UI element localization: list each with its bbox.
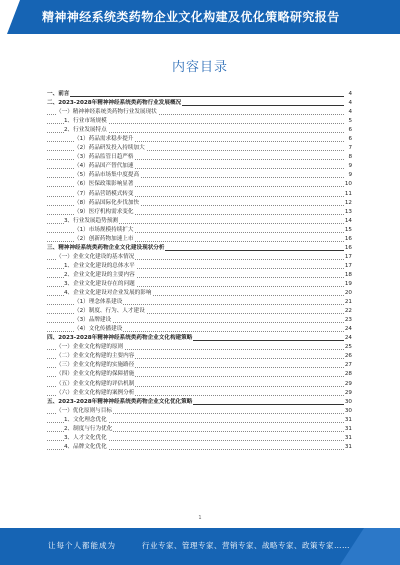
toc-entry-page: 8 — [348, 154, 352, 161]
toc-entry-page: 6 — [348, 136, 352, 143]
toc-entry-title: 2、企业文化建设的主要内容 — [64, 271, 136, 280]
table-of-contents — [47, 90, 352, 452]
toc-entry[interactable] — [47, 334, 352, 343]
toc-entry[interactable] — [47, 171, 352, 180]
toc-entry-page: 31 — [344, 425, 352, 432]
toc-entry-title: （8）药品国际化步伐加快 — [74, 199, 140, 208]
toc-entry-page: 26 — [344, 353, 352, 360]
toc-entry-page: 16 — [344, 235, 352, 242]
toc-entry-page: 7 — [348, 145, 352, 152]
toc-entry-page: 4 — [348, 100, 352, 107]
toc-entry[interactable] — [47, 425, 352, 434]
toc-entry-title: （一）精神神经系统类药物行业发展现状 — [56, 108, 158, 117]
toc-entry-title: （五）企业文化构建的评估机制 — [56, 380, 135, 389]
report-header-bar — [0, 0, 400, 34]
toc-entry[interactable] — [47, 307, 352, 316]
toc-entry[interactable] — [47, 190, 352, 199]
toc-entry-title: （1）理念体系建设 — [74, 298, 123, 307]
report-title: 精神神经系统类药物企业文化构建及优化策略研究报告 — [42, 10, 340, 24]
toc-entry-page: 27 — [344, 362, 352, 369]
toc-entry[interactable] — [47, 153, 352, 162]
toc-entry-title: 三、精神神经系统类药物企业文化建设现状分析 — [47, 244, 165, 253]
toc-entry-page: 17 — [344, 253, 352, 260]
toc-entry-page: 20 — [344, 290, 352, 297]
toc-entry[interactable] — [47, 398, 352, 407]
toc-entry-page: 12 — [344, 199, 352, 206]
header-accent — [0, 0, 20, 34]
toc-entry-title: （六）企业文化构建的案例分析 — [56, 389, 135, 398]
toc-entry-title: （6）医保政策影响显著 — [74, 180, 135, 189]
toc-entry-page: 4 — [348, 91, 352, 97]
toc-entry-page: 16 — [344, 244, 352, 251]
toc-entry[interactable] — [47, 389, 352, 398]
toc-entry[interactable] — [47, 199, 352, 208]
toc-entry-title: 四、2023-2028年精神神经系统类药物企业文化构建策略 — [47, 334, 193, 343]
toc-entry-title: 3、人才文化优化 — [64, 434, 108, 443]
toc-entry[interactable] — [47, 235, 352, 244]
toc-entry-title: （9）医疗机构需求变化 — [74, 208, 135, 217]
toc-entry-page: 15 — [344, 226, 352, 233]
toc-entry-title: 二、2023-2028年精神神经系统类药物行业发展概况 — [47, 99, 182, 108]
toc-entry-page: 24 — [344, 326, 352, 333]
toc-entry[interactable] — [47, 352, 352, 361]
toc-entry-page: 31 — [344, 443, 352, 450]
toc-entry-title: （1）市场规模持续扩大 — [74, 226, 135, 235]
toc-entry[interactable] — [47, 262, 352, 271]
toc-entry-page: 19 — [344, 280, 352, 287]
toc-entry-title: 3、行业发展趋势预测 — [64, 217, 119, 226]
toc-entry-page: 18 — [344, 271, 352, 278]
footer-slogan-right: 行业专家、管理专家、营销专家、战略专家、政策专家…… — [142, 541, 350, 550]
toc-entry[interactable] — [47, 108, 352, 117]
toc-entry-title: 3、企业文化建设存在的问题 — [64, 280, 136, 289]
toc-entry-title: 2、行业发展特点 — [64, 126, 108, 135]
toc-entry-title: 五、2023-2028年精神神经系统类药物企业文化优化策略 — [47, 398, 193, 407]
toc-entry-page: 9 — [348, 172, 352, 179]
toc-entry-title: （四）企业文化构建的保障措施 — [56, 370, 135, 379]
toc-entry-title: （5）药品市场集中度提高 — [74, 171, 140, 180]
toc-entry-page: 5 — [348, 118, 352, 125]
toc-entry[interactable] — [47, 162, 352, 171]
toc-entry-title: （三）企业文化构建的实施路径 — [56, 361, 135, 370]
toc-entry-page: 14 — [344, 217, 352, 224]
toc-entry[interactable] — [47, 144, 352, 153]
toc-entry-title: 1、文化理念优化 — [64, 416, 108, 425]
toc-entry[interactable] — [47, 90, 352, 99]
footer-slogan-left: 让每个人都能成为 — [48, 541, 116, 550]
toc-entry-page: 31 — [344, 434, 352, 441]
toc-entry[interactable] — [47, 217, 352, 226]
toc-entry-page: 30 — [344, 398, 352, 405]
toc-entry[interactable] — [47, 316, 352, 325]
toc-entry[interactable] — [47, 180, 352, 189]
toc-entry-title: 2、制度与行为优化 — [64, 425, 113, 434]
toc-entry-title: （二）企业文化构建的主要内容 — [56, 352, 135, 361]
toc-entry[interactable] — [47, 407, 352, 416]
toc-entry-title: 4、品牌文化优化 — [64, 443, 108, 452]
toc-entry-page: 4 — [348, 109, 352, 116]
toc-entry[interactable] — [47, 443, 352, 452]
toc-entry-title: （一）优化原则与目标 — [56, 407, 113, 416]
toc-entry[interactable] — [47, 325, 352, 334]
toc-entry-title: （1）药品需求稳步提升 — [74, 135, 135, 144]
toc-entry-page: 29 — [344, 389, 352, 396]
toc-entry-page: 23 — [344, 317, 352, 324]
toc-heading: 内容目录 — [171, 60, 228, 75]
toc-entry-page: 10 — [344, 181, 352, 188]
toc-entry[interactable] — [47, 226, 352, 235]
toc-entry[interactable] — [47, 416, 352, 425]
toc-entry-page: 6 — [348, 127, 352, 134]
toc-entry[interactable] — [47, 208, 352, 217]
toc-entry[interactable] — [47, 271, 352, 280]
toc-entry-title: 1、企业文化建设的总体水平 — [64, 262, 136, 271]
toc-entry[interactable] — [47, 135, 352, 144]
toc-entry[interactable] — [47, 280, 352, 289]
toc-entry-title: 1、行业市场规模 — [64, 117, 108, 126]
footer-bar — [0, 528, 400, 565]
page-number: 1 — [198, 515, 202, 521]
toc-entry-page: 22 — [344, 308, 352, 315]
toc-entry-title: （3）品牌建设 — [74, 316, 112, 325]
toc-entry-title: 一、前言 — [47, 90, 70, 99]
toc-entry-page: 28 — [344, 371, 352, 378]
toc-entry-page: 21 — [344, 299, 352, 306]
toc-entry[interactable] — [47, 361, 352, 370]
toc-entry-page: 31 — [344, 416, 352, 423]
toc-entry-title: 4、企业文化建设对企业发展的影响 — [64, 289, 152, 298]
toc-entry-title: （一）企业文化建设的基本情况 — [56, 253, 135, 262]
toc-entry-page: 24 — [344, 335, 352, 342]
toc-entry-title: （一）企业文化构建的原则 — [56, 343, 124, 352]
toc-entry-page: 13 — [344, 208, 352, 215]
toc-entry-page: 29 — [344, 380, 352, 387]
toc-entry[interactable] — [47, 434, 352, 443]
toc-entry-title: （2）制度、行为、人才建设 — [74, 307, 146, 316]
toc-entry[interactable] — [47, 117, 352, 126]
toc-entry-title: （4）药品国产替代加速 — [74, 162, 135, 171]
toc-entry-page: 25 — [344, 344, 352, 351]
toc-entry-page: 9 — [348, 163, 352, 170]
toc-entry[interactable] — [47, 253, 352, 262]
toc-entry[interactable] — [47, 244, 352, 253]
toc-leader — [47, 96, 344, 97]
toc-entry-page: 11 — [344, 190, 352, 197]
toc-entry-page: 30 — [344, 407, 352, 414]
toc-entry-page: 17 — [344, 262, 352, 269]
toc-entry[interactable] — [47, 298, 352, 307]
toc-entry-title: （2）药品研发投入持续加大 — [74, 144, 146, 153]
toc-entry-title: （2）创新药物加速上市 — [74, 235, 135, 244]
toc-entry-title: （3）药品监管日趋严格 — [74, 153, 135, 162]
toc-entry[interactable] — [47, 289, 352, 298]
toc-entry[interactable] — [47, 380, 352, 389]
toc-entry-title: （7）药品营销模式转变 — [74, 190, 135, 199]
toc-entry[interactable] — [47, 99, 352, 108]
toc-entry[interactable] — [47, 126, 352, 135]
toc-entry-title: （4）文化传播建设 — [74, 325, 123, 334]
toc-entry[interactable] — [47, 343, 352, 352]
toc-entry[interactable] — [47, 370, 352, 379]
